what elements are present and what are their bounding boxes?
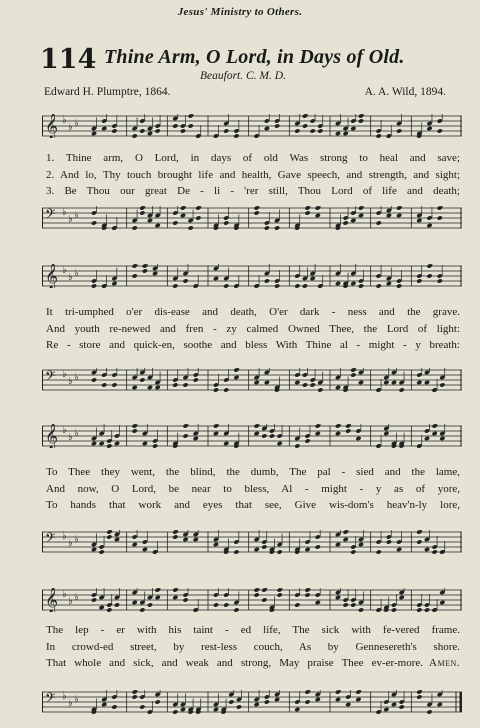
lyric-line: And youth re-newed and fren - zy calmed Owned Thee, the Lord of light: (46, 322, 460, 335)
flat-icon: ♭ (68, 376, 73, 387)
notehead-icon (304, 210, 310, 215)
composer-credit: A. A. Wild, 1894. (364, 86, 446, 98)
bass-staff (42, 206, 462, 230)
notehead-icon (294, 443, 300, 448)
flat-icon: ♭ (74, 592, 79, 603)
notehead-icon (386, 281, 392, 286)
notehead-icon (274, 225, 280, 230)
notehead-icon (277, 549, 283, 554)
notehead-icon (317, 387, 323, 392)
notehead-icon (350, 281, 356, 286)
notehead-icon (106, 534, 112, 539)
notehead-icon (155, 699, 161, 704)
notehead-icon (223, 128, 229, 133)
notehead-icon (213, 431, 219, 436)
notehead-icon (416, 218, 422, 223)
notehead-icon (147, 602, 153, 607)
notehead-icon (132, 694, 138, 699)
notehead-icon (147, 131, 153, 136)
notehead-icon (152, 443, 158, 448)
notehead-icon (142, 268, 148, 273)
notehead-icon (396, 128, 402, 133)
staff-engraving (42, 206, 462, 230)
flat-icon: ♭ (62, 369, 67, 380)
notehead-icon (213, 387, 219, 392)
notehead-icon (114, 441, 120, 446)
notehead-icon (91, 377, 97, 382)
notehead-icon (439, 600, 445, 605)
notehead-icon (264, 380, 270, 385)
flat-icon: ♭ (74, 268, 79, 279)
notehead-icon (432, 431, 438, 436)
notehead-icon (142, 547, 148, 552)
flat-icon: ♭ (62, 531, 67, 542)
notehead-icon (439, 436, 445, 441)
staff-engraving (42, 114, 462, 138)
flat-icon: ♭ (62, 589, 67, 600)
notehead-icon (343, 131, 349, 136)
lyric-line: 2. And lo, Thy touch brought life and health, Gave speech, and strength, and sight; (46, 168, 460, 181)
notehead-icon (139, 128, 145, 133)
notehead-icon (343, 602, 349, 607)
notehead-icon (376, 549, 382, 554)
notehead-icon (424, 380, 430, 385)
bass-clef-icon: 𝄢 (45, 206, 56, 225)
lyric-line: In crowd-ed street, by rest-less couch, As by Gennesereth's shore. (46, 640, 460, 653)
lyricist-credit: Edward H. Plumptre, 1864. (44, 86, 171, 98)
notehead-icon (155, 223, 161, 228)
flat-icon: ♭ (74, 210, 79, 221)
notehead-icon (264, 278, 270, 283)
notehead-icon (426, 126, 432, 131)
lyric-line: That whole and sick, and weak and strong, May praise Thee ev-er-more. (46, 657, 424, 669)
notehead-icon (416, 278, 422, 283)
notehead-icon (99, 441, 105, 446)
notehead-icon (350, 126, 356, 131)
notehead-icon (335, 697, 341, 702)
notehead-icon (172, 709, 178, 714)
notehead-icon (383, 380, 389, 385)
notehead-icon (310, 382, 316, 387)
notehead-icon (294, 602, 300, 607)
notehead-icon (432, 549, 438, 554)
notehead-icon (111, 281, 117, 286)
notehead-icon (345, 702, 351, 707)
treble-clef-icon: 𝄞 (45, 264, 59, 288)
notehead-icon (155, 385, 161, 390)
notehead-icon (101, 702, 107, 707)
notehead-icon (180, 128, 186, 133)
notehead-icon (114, 602, 120, 607)
notehead-icon (358, 380, 364, 385)
notehead-icon (274, 697, 280, 702)
notehead-icon (101, 126, 107, 131)
notehead-icon (188, 123, 194, 128)
notehead-icon (182, 433, 188, 438)
notehead-icon (254, 702, 260, 707)
notehead-icon (386, 213, 392, 218)
hymn-title: Thine Arm, O Lord, in Days of Old. (104, 46, 405, 68)
notehead-icon (416, 539, 422, 544)
notehead-icon (193, 537, 199, 542)
notehead-icon (345, 428, 351, 433)
notehead-icon (416, 694, 422, 699)
lyric-line: 1. Thine arm, O Lord, in days of old Was strong to heal and save; (46, 152, 460, 164)
notehead-icon (315, 697, 321, 702)
flat-icon: ♭ (62, 425, 67, 436)
notehead-icon (294, 283, 300, 288)
notehead-icon (228, 699, 234, 704)
notehead-icon (261, 433, 267, 438)
hymn-number: 114 (40, 44, 97, 75)
flat-icon: ♭ (62, 691, 67, 702)
notehead-icon (172, 220, 178, 225)
notehead-icon (355, 436, 361, 441)
verse-block (46, 464, 460, 514)
notehead-icon (424, 547, 430, 552)
notehead-icon (424, 436, 430, 441)
notehead-icon (233, 607, 239, 612)
notehead-icon (223, 387, 229, 392)
staff-engraving (42, 530, 462, 554)
notehead-icon (114, 537, 120, 542)
tune-name: Beaufort. C. M. D. (200, 70, 286, 82)
flat-icon: ♭ (68, 272, 73, 283)
notehead-icon (182, 382, 188, 387)
notehead-icon (294, 128, 300, 133)
notehead-icon (132, 133, 138, 138)
notehead-icon (254, 210, 260, 215)
notehead-icon (236, 704, 242, 709)
treble-clef-icon: 𝄞 (45, 588, 59, 612)
notehead-icon (172, 534, 178, 539)
flat-icon: ♭ (68, 538, 73, 549)
notehead-icon (195, 215, 201, 220)
notehead-icon (213, 276, 219, 281)
notehead-icon (391, 607, 397, 612)
notehead-icon (335, 595, 341, 600)
notehead-icon (437, 278, 443, 283)
flat-icon: ♭ (68, 698, 73, 709)
notehead-icon (350, 602, 356, 607)
notehead-icon (391, 702, 397, 707)
notehead-icon (91, 441, 97, 446)
notehead-icon (302, 283, 308, 288)
notehead-icon (213, 707, 219, 712)
bass-staff (42, 368, 462, 392)
notehead-icon (172, 283, 178, 288)
notehead-icon (155, 128, 161, 133)
notehead-icon (99, 605, 105, 610)
notehead-icon (193, 377, 199, 382)
notehead-icon (111, 704, 117, 709)
notehead-icon (391, 380, 397, 385)
notehead-icon (261, 597, 267, 602)
verse-block (46, 304, 460, 354)
notehead-icon (147, 385, 153, 390)
notehead-icon (264, 126, 270, 131)
notehead-icon (277, 441, 283, 446)
notehead-icon (358, 542, 364, 547)
bass-staff (42, 530, 462, 554)
flat-icon: ♭ (74, 534, 79, 545)
notehead-icon (277, 592, 283, 597)
flat-icon: ♭ (68, 596, 73, 607)
notehead-icon (439, 382, 445, 387)
verse-block (46, 622, 460, 672)
flat-icon: ♭ (68, 214, 73, 225)
flat-icon: ♭ (62, 207, 67, 218)
notehead-icon (180, 707, 186, 712)
notehead-icon (386, 539, 392, 544)
treble-staff (42, 264, 462, 288)
notehead-icon (399, 595, 405, 600)
notehead-icon (139, 607, 145, 612)
notehead-icon (254, 380, 260, 385)
notehead-icon (91, 597, 97, 602)
treble-staff (42, 424, 462, 448)
notehead-icon (172, 595, 178, 600)
section-heading: Jesus' Ministry to Others. (177, 6, 303, 18)
notehead-icon (383, 431, 389, 436)
notehead-icon (302, 123, 308, 128)
flat-icon: ♭ (62, 115, 67, 126)
notehead-icon (132, 273, 138, 278)
notehead-icon (399, 387, 405, 392)
notehead-icon (172, 123, 178, 128)
notehead-icon (358, 607, 364, 612)
notehead-icon (182, 597, 188, 602)
flat-icon: ♭ (68, 122, 73, 133)
notehead-icon (91, 131, 97, 136)
notehead-icon (426, 223, 432, 228)
notehead-icon (274, 123, 280, 128)
notehead-icon (343, 220, 349, 225)
notehead-icon (376, 220, 382, 225)
notehead-icon (91, 220, 97, 225)
notehead-icon (188, 225, 194, 230)
notehead-icon (437, 128, 443, 133)
notehead-icon (264, 225, 270, 230)
flat-icon: ♭ (62, 265, 67, 276)
notehead-icon (426, 709, 432, 714)
notehead-icon (233, 375, 239, 380)
notehead-icon (99, 549, 105, 554)
notehead-icon (233, 549, 239, 554)
notehead-icon (358, 283, 364, 288)
notehead-icon (396, 213, 402, 218)
notehead-icon (399, 704, 405, 709)
notehead-icon (437, 215, 443, 220)
treble-clef-icon: 𝄞 (45, 114, 59, 138)
notehead-icon (416, 380, 422, 385)
lyric-line: 3. Be Thou our great De - li - 'rer still, Thou Lord of life and death; (46, 185, 460, 197)
notehead-icon (315, 431, 321, 436)
lyric-line: To Thee they went, the blind, the dumb, The pal - sied and the lame, (46, 466, 460, 478)
notehead-icon (310, 128, 316, 133)
notehead-icon (304, 592, 310, 597)
notehead-icon (139, 704, 145, 709)
notehead-icon (111, 382, 117, 387)
notehead-icon (335, 281, 341, 286)
notehead-icon (132, 542, 138, 547)
notehead-icon (358, 118, 364, 123)
notehead-icon (396, 547, 402, 552)
notehead-icon (416, 607, 422, 612)
flat-icon: ♭ (74, 428, 79, 439)
notehead-icon (142, 441, 148, 446)
notehead-icon (335, 542, 341, 547)
flat-icon: ♭ (74, 118, 79, 129)
notehead-icon (91, 283, 97, 288)
notehead-icon (269, 433, 275, 438)
notehead-icon (213, 602, 219, 607)
notehead-icon (223, 602, 229, 607)
notehead-icon (254, 431, 260, 436)
notehead-icon (350, 372, 356, 377)
notehead-icon (304, 438, 310, 443)
notehead-icon (350, 549, 356, 554)
lyric-line: Re - store and quick-en, soothe and bless With Thine al - might - y breath: (46, 339, 460, 351)
flat-icon: ♭ (74, 372, 79, 383)
notehead-icon (223, 441, 229, 446)
notehead-icon (152, 271, 158, 276)
notehead-icon (132, 428, 138, 433)
notehead-icon (155, 595, 161, 600)
verse-block (46, 150, 460, 200)
notehead-icon (350, 218, 356, 223)
staff-engraving (42, 588, 462, 612)
notehead-icon (335, 431, 341, 436)
lyric-line: To hands that work and eyes that see, Give wis-dom's heav'n-ly lore, (46, 499, 460, 511)
notehead-icon (310, 276, 316, 281)
notehead-icon (254, 547, 260, 552)
treble-clef-icon: 𝄞 (45, 424, 59, 448)
notehead-icon (424, 607, 430, 612)
notehead-icon (139, 377, 145, 382)
staff-engraving (42, 424, 462, 448)
treble-staff (42, 114, 462, 138)
lyric-line: And now, O Lord, be near to bless, Al - might - y as of yore, (46, 482, 460, 495)
notehead-icon (264, 699, 270, 704)
notehead-icon (193, 436, 199, 441)
notehead-icon (335, 131, 341, 136)
notehead-icon (317, 128, 323, 133)
notehead-icon (294, 380, 300, 385)
notehead-icon (172, 382, 178, 387)
notehead-icon (139, 210, 145, 215)
amen-label: Amen. (429, 657, 460, 669)
staff-engraving (42, 264, 462, 288)
bass-clef-icon: 𝄢 (45, 530, 56, 549)
notehead-icon (376, 283, 382, 288)
notehead-icon (358, 213, 364, 218)
notehead-icon (396, 283, 402, 288)
notehead-icon (223, 220, 229, 225)
notehead-icon (355, 697, 361, 702)
lyric-line: The lep - er with his taint - ed life, The sick with fe-vered frame. (46, 624, 460, 636)
notehead-icon (106, 443, 112, 448)
notehead-icon (180, 213, 186, 218)
treble-staff (42, 588, 462, 612)
notehead-icon (254, 592, 260, 597)
staff-engraving (42, 690, 462, 714)
notehead-icon (91, 547, 97, 552)
bass-clef-icon: 𝄢 (45, 690, 56, 709)
notehead-icon (261, 544, 267, 549)
notehead-icon (223, 283, 229, 288)
notehead-icon (132, 385, 138, 390)
notehead-icon (304, 547, 310, 552)
notehead-icon (101, 382, 107, 387)
notehead-icon (383, 707, 389, 712)
notehead-icon (132, 600, 138, 605)
notehead-icon (147, 218, 153, 223)
bass-clef-icon: 𝄢 (45, 368, 56, 387)
lyric-line: It tri-umphed o'er dis-ease and death, O'er dark - ness and the grave. (46, 306, 460, 318)
notehead-icon (343, 537, 349, 542)
notehead-icon (335, 385, 341, 390)
notehead-icon (182, 537, 188, 542)
notehead-icon (315, 213, 321, 218)
notehead-icon (304, 699, 310, 704)
bass-staff (42, 690, 462, 714)
notehead-icon (315, 600, 321, 605)
notehead-icon (132, 225, 138, 230)
notehead-icon (376, 133, 382, 138)
flat-icon: ♭ (74, 694, 79, 705)
notehead-icon (106, 607, 112, 612)
notehead-icon (426, 273, 432, 278)
notehead-icon (182, 278, 188, 283)
notehead-icon (274, 283, 280, 288)
staff-engraving (42, 368, 462, 392)
notehead-icon (437, 702, 443, 707)
notehead-icon (233, 133, 239, 138)
notehead-icon (315, 544, 321, 549)
flat-icon: ♭ (68, 432, 73, 443)
notehead-icon (111, 128, 117, 133)
notehead-icon (294, 707, 300, 712)
notehead-icon (302, 382, 308, 387)
notehead-icon (213, 542, 219, 547)
